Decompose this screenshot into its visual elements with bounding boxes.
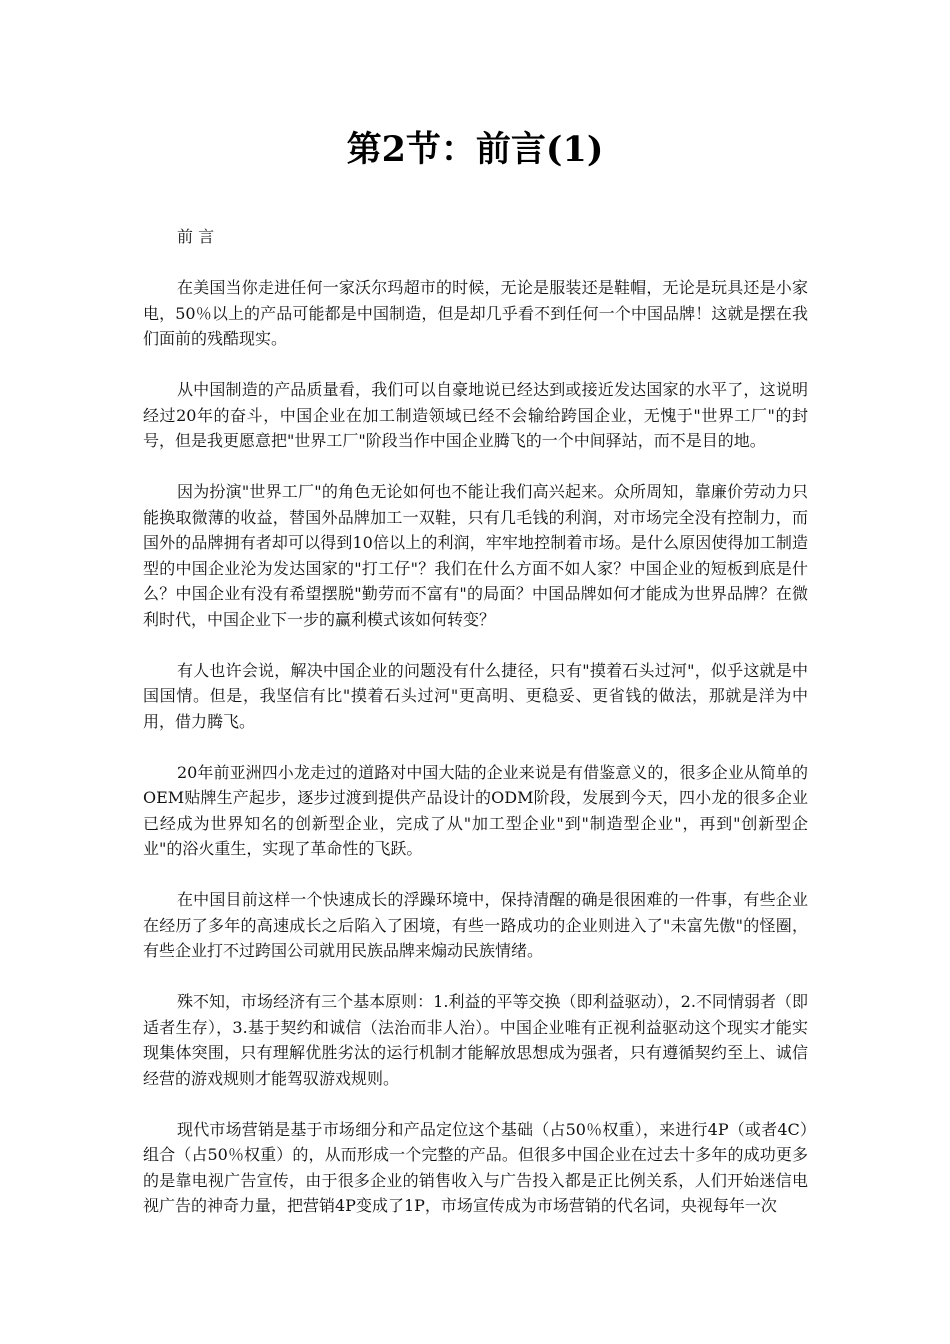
section-heading: 前 言 — [177, 227, 215, 246]
document-body — [143, 224, 808, 1244]
paragraph: 因为扮演"世界工厂"的角色无论如何也不能让我们高兴起来。众所周知，靠廉价劳动力只能换取微薄的收益，替国外品牌加工一双鞋，只有几毛钱的利润，对市场完全没有控制力，而国外的品牌拥有者却可以得到10倍以上的利润，牢牢地控制着市场。是什么原因使得加工制造型的中国企业沦为发达国家的"打工仔"？我们在什么方面不如人家？中国企业的短板到底是什么？中国企业有没有希望摆脱"勤劳而不富有"的局面？中国品牌如何才能成为世界品牌？在微利时代，中国企业下一步的赢利模式该如何转变？ — [143, 482, 808, 629]
paragraph: 在中国目前这样一个快速成长的浮躁环境中，保持清醒的确是很困难的一件事，有些企业在经历了多年的高速成长之后陷入了困境，有些一路成功的企业则进入了"未富先傲"的怪圈，有些企业打不过跨国公司就用民族品牌来煽动民族情绪。 — [143, 890, 808, 960]
paragraph: 有人也许会说，解决中国企业的问题没有什么捷径，只有"摸着石头过河"，似乎这就是中国国情。但是，我坚信有比"摸着石头过河"更高明、更稳妥、更省钱的做法，那就是洋为中用，借力腾飞。 — [143, 660, 808, 731]
paragraph: 在美国当你走进任何一家沃尔玛超市的时候，无论是服装还是鞋帽，无论是玩具还是小家电，50％以上的产品可能都是中国制造，但是却几乎看不到任何一个中国品牌！这就是摆在我们面前的残酷现实。 — [143, 278, 808, 348]
paragraph: 现代市场营销是基于市场细分和产品定位这个基础（占50％权重），来进行4P（或者4C）组合（占50％权重）的，从而形成一个完整的产品。但很多中国企业在过去十多年的成功更多的是靠电视广告宣传，由于很多企业的销售收入与广告投入都是正比例关系，人们开始迷信电视广告的神奇力量，把营销4P变成了1P，市场宣传成为市场营销的代名词，央视每年一次 — [143, 1119, 808, 1215]
paragraph: 殊不知，市场经济有三个基本原则：1.利益的平等交换（即利益驱动），2.不同情弱者（即适者生存），3.基于契约和诚信（法治而非人治）。中国企业唯有正视利益驱动这个现实才能实现集体突围，只有理解优胜劣汰的运行机制才能解放思想成为强者，只有遵循契约至上、诚信经营的游戏规则才能驾驭游戏规则。 — [143, 992, 808, 1088]
page-title: 第2节：前言(1) — [346, 129, 604, 170]
paragraph: 20年前亚洲四小龙走过的道路对中国大陆的企业来说是有借鉴意义的，很多企业从简单的OEM贴牌生产起步，逐步过渡到提供产品设计的ODM阶段，发展到今天，四小龙的很多企业已经成为世界知名的创新型企业，完成了从"加工型企业"到"制造型企业"，再到"创新型企业"的浴火重生，实现了革命性的飞跃。 — [143, 762, 808, 858]
paragraph: 从中国制造的产品质量看，我们可以自豪地说已经达到或接近发达国家的水平了，这说明经过20年的奋斗，中国企业在加工制造领域已经不会输给跨国企业，无愧于"世界工厂"的封号，但是我更愿意把"世界工厂"阶段当作中国企业腾飞的一个中间驿站，而不是目的地。 — [143, 380, 808, 450]
